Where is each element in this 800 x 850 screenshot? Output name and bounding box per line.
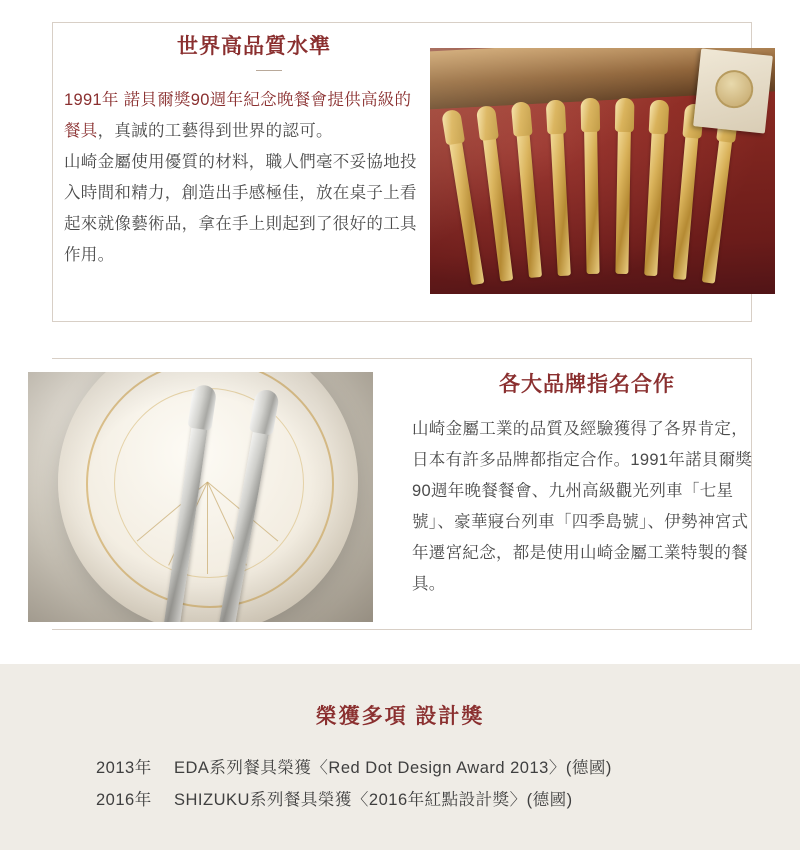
award-text: SHIZUKU系列餐具榮獲〈2016年紅點設計獎〉(德國) xyxy=(174,791,573,809)
plate-illustration xyxy=(28,372,373,622)
awards-title: 榮獲多項 設計獎 xyxy=(315,705,485,728)
award-row xyxy=(96,752,800,784)
section-two-paragraph: 山崎金屬工業的品質及經驗獲得了各界肯定，日本有許多品牌都指定合作。1991年諾貝爾獎90週年晚餐餐會、九州高級觀光列車「七星號」、豪華寢台列車「四季島號」、伊勢神宮式年遷宮紀念，都是使用山崎金屬工業特製的餐具。 xyxy=(412,420,753,593)
section-one-paragraph-1 xyxy=(64,85,424,147)
section-one-highlight: 1991年 諾貝爾獎90週年紀念晚餐會提供高級的餐具 xyxy=(64,91,412,140)
section-two-title: 各大品牌指名合作 xyxy=(499,373,675,396)
fork-head xyxy=(581,98,601,132)
awards-list xyxy=(0,752,800,816)
seal-icon xyxy=(713,68,755,110)
section-brand-cooperation xyxy=(0,340,800,650)
silver-cutlery-photo xyxy=(28,372,373,622)
fork-head xyxy=(511,101,533,137)
title-divider xyxy=(256,70,282,71)
fork-head xyxy=(546,100,567,135)
award-year: 2016年 xyxy=(96,791,152,809)
section-one-paragraph-1-rest: ，真誠的工藝得到世界的認可。 xyxy=(97,122,333,140)
award-year: 2013年 xyxy=(96,759,152,777)
certificate-card xyxy=(693,48,773,133)
section-world-quality xyxy=(0,0,800,340)
award-row xyxy=(96,784,800,816)
gold-cutlery-photo xyxy=(430,48,775,294)
section-one-text xyxy=(64,30,424,271)
section-one-title: 世界高品質水準 xyxy=(177,35,331,58)
gold-fork xyxy=(584,124,600,274)
fork-head xyxy=(649,100,670,135)
gold-fork xyxy=(615,124,631,274)
section-awards xyxy=(0,664,800,850)
photo-vignette xyxy=(28,372,373,622)
gold-cutlery-illustration xyxy=(430,48,775,294)
section-one-paragraph-2: 山崎金屬使用優質的材料，職人們毫不妥協地投入時間和精力，創造出手感極佳，放在桌子上看起來就像藝術品，拿在手上則起到了很好的工具作用。 xyxy=(64,153,417,264)
section-two-text xyxy=(412,368,762,600)
fork-head xyxy=(615,98,635,132)
award-text: EDA系列餐具榮獲〈Red Dot Design Award 2013〉(德國) xyxy=(174,759,612,777)
